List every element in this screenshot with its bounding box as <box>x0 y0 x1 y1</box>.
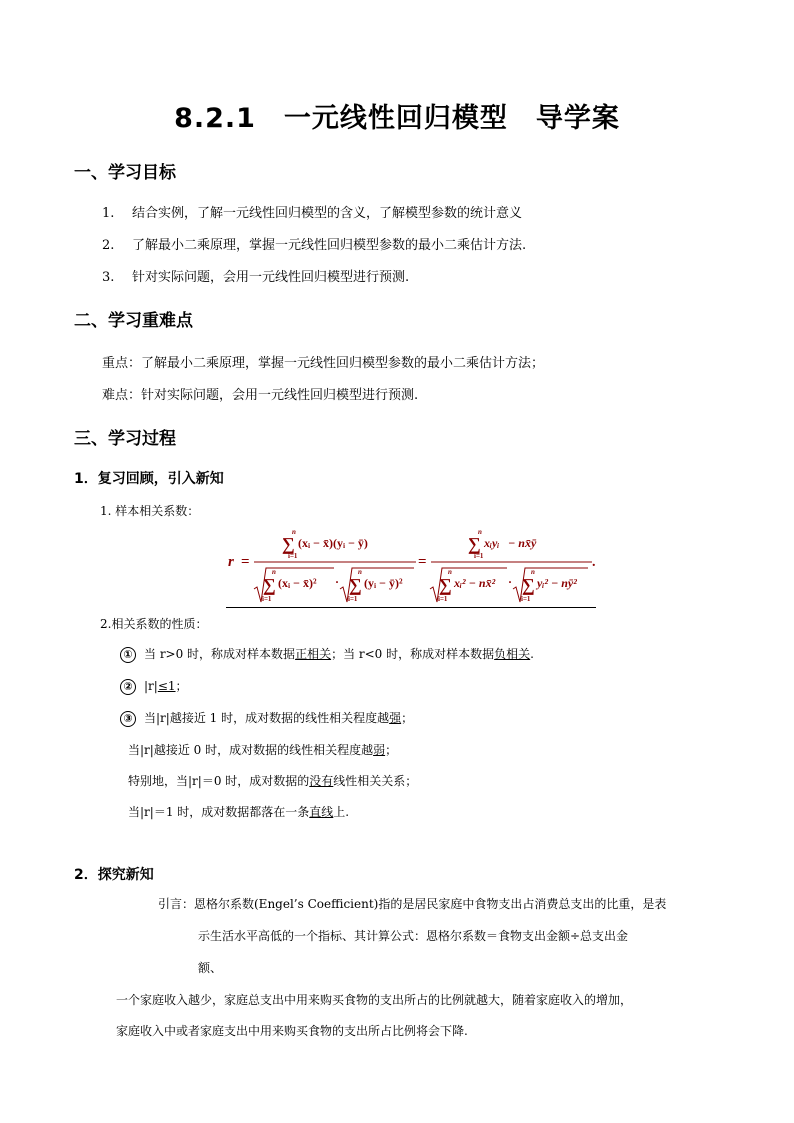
den1b: (yᵢ − ȳ)² <box>364 576 403 590</box>
den2b: yᵢ² − nȳ² <box>537 576 577 590</box>
den1a: (xᵢ − x̄)² <box>278 576 317 590</box>
property-answer: 弱 <box>373 743 386 757</box>
goal-item-number: 2. <box>102 238 115 253</box>
num1: (xᵢ − x̄)(yᵢ − ȳ) <box>298 536 368 550</box>
property-1 <box>120 645 534 663</box>
sum-upper: n <box>272 568 276 576</box>
property-text: 特别地，当|r|＝0 时，成对数据的 <box>128 774 310 788</box>
focus-text: 重点：了解最小二乘原理，掌握一元线性回归模型参数的最小二乘估计方法； <box>102 356 545 371</box>
property-text: ；当 r<0 时，称成对样本数据 <box>331 647 495 661</box>
goal-item-number: 3. <box>102 270 115 285</box>
goal-item-text: 针对实际问题，会用一元线性回归模型进行预测. <box>132 270 410 285</box>
property-6 <box>128 803 349 820</box>
property-text: 当|r|＝1 时，成对数据都落在一条 <box>128 805 310 819</box>
subheading-explore: 2．探究新知 <box>74 867 154 883</box>
formula-eq: = <box>418 554 427 570</box>
sum-sign: ∑ <box>468 534 481 554</box>
property-4 <box>128 741 397 758</box>
num2b: − nx̄ȳ <box>508 536 537 550</box>
sum-sign: ∑ <box>439 575 452 595</box>
paragraph-line-1: 一个家庭收入越少，家庭总支出中用来购买食物的支出所占的比例就越大，随着家庭收入的增加， <box>116 993 633 1007</box>
property-answer: 负相关 <box>494 647 531 661</box>
goal-item-text: 结合实例，了解一元线性回归模型的含义，了解模型参数的统计意义 <box>132 206 523 221</box>
sum-sign: ∑ <box>282 534 295 554</box>
sum-lower: i=1 <box>438 595 448 603</box>
property-text: ； <box>401 711 414 725</box>
sum-upper: n <box>448 568 452 576</box>
property-text: ； <box>385 743 398 757</box>
property-text: 当|r|越接近 1 时，成对数据的线性相关程度越 <box>144 711 390 725</box>
goal-item-1 <box>102 202 522 221</box>
goal-item-text: 了解最小二乘原理，掌握一元线性回归模型参数的最小二乘估计方法. <box>132 238 527 253</box>
property-text: 当|r|越接近 0 时，成对数据的线性相关程度越 <box>128 743 374 757</box>
intro-line-3: 额、 <box>198 961 223 975</box>
property-text: . <box>530 647 534 661</box>
sum-lower: i=1 <box>288 552 298 560</box>
formula-dot: · <box>508 575 513 589</box>
property-answer: 直线 <box>309 805 334 819</box>
formula-eq: = <box>241 554 250 570</box>
den2a: xᵢ² − nx̄² <box>454 576 496 590</box>
goal-item-2 <box>102 234 526 253</box>
intro-line-1: 引言：恩格尔系数(Engel’s Coefficient)指的是居民家庭中食物支出占消费总支出的比重，是表 <box>158 897 667 911</box>
sum-upper: n <box>478 528 482 536</box>
goal-item-number: 1. <box>102 206 115 221</box>
difficulty-text: 难点：针对实际问题，会用一元线性回归模型进行预测. <box>102 388 419 403</box>
section-heading-goals: 一、学习目标 <box>74 163 176 183</box>
paragraph-line-2: 家庭收入中或者家庭支出中用来购买食物的支出所占比例将会下降. <box>116 1024 468 1038</box>
property-text: 上. <box>333 805 350 819</box>
sum-sign: ∑ <box>349 575 362 595</box>
formula-r: r <box>228 554 234 570</box>
circled-number: ② <box>120 679 136 695</box>
sum-upper: n <box>531 568 535 576</box>
property-2 <box>120 677 188 695</box>
sum-lower: i=1 <box>348 595 358 603</box>
sum-sign: ∑ <box>522 575 535 595</box>
property-3 <box>120 709 413 727</box>
property-answer: 强 <box>389 711 402 725</box>
subheading-review: 1．复习回顾，引入新知 <box>74 471 224 487</box>
property-5 <box>128 772 417 789</box>
sum-sign: ∑ <box>263 575 276 595</box>
sum-lower: i=1 <box>521 595 531 603</box>
property-text: |r| <box>144 679 158 693</box>
sample-corr-label: 1. 样本相关系数： <box>100 504 200 518</box>
formula-dot: · <box>335 575 340 589</box>
page-title: 8.2.1 一元线性回归模型 导学案 <box>174 103 620 134</box>
section-heading-process: 三、学习过程 <box>74 429 176 449</box>
formula-end: . <box>592 555 596 570</box>
correlation-formula <box>226 526 598 610</box>
circled-number: ③ <box>120 711 136 727</box>
property-text: 当 r>0 时，称成对样本数据 <box>144 647 296 661</box>
property-text: ； <box>175 679 188 693</box>
section-heading-key-points: 二、学习重难点 <box>74 311 193 331</box>
goal-item-3 <box>102 266 409 285</box>
sum-lower: i=1 <box>262 595 272 603</box>
circled-number: ① <box>120 647 136 663</box>
sum-lower: i=1 <box>474 552 484 560</box>
property-answer: ≤1 <box>157 679 176 693</box>
formula-underline <box>226 607 596 608</box>
intro-line-2: 示生活水平高低的一个指标、其计算公式：恩格尔系数＝食物支出金额÷总支出金 <box>198 929 629 943</box>
property-answer: 正相关 <box>295 647 332 661</box>
sum-upper: n <box>292 528 296 536</box>
property-answer: 没有 <box>309 774 334 788</box>
property-text: 线性相关关系； <box>333 774 418 788</box>
sum-upper: n <box>358 568 362 576</box>
num2a: xᵢyᵢ <box>484 536 500 550</box>
properties-label: 2.相关系数的性质： <box>100 617 208 631</box>
